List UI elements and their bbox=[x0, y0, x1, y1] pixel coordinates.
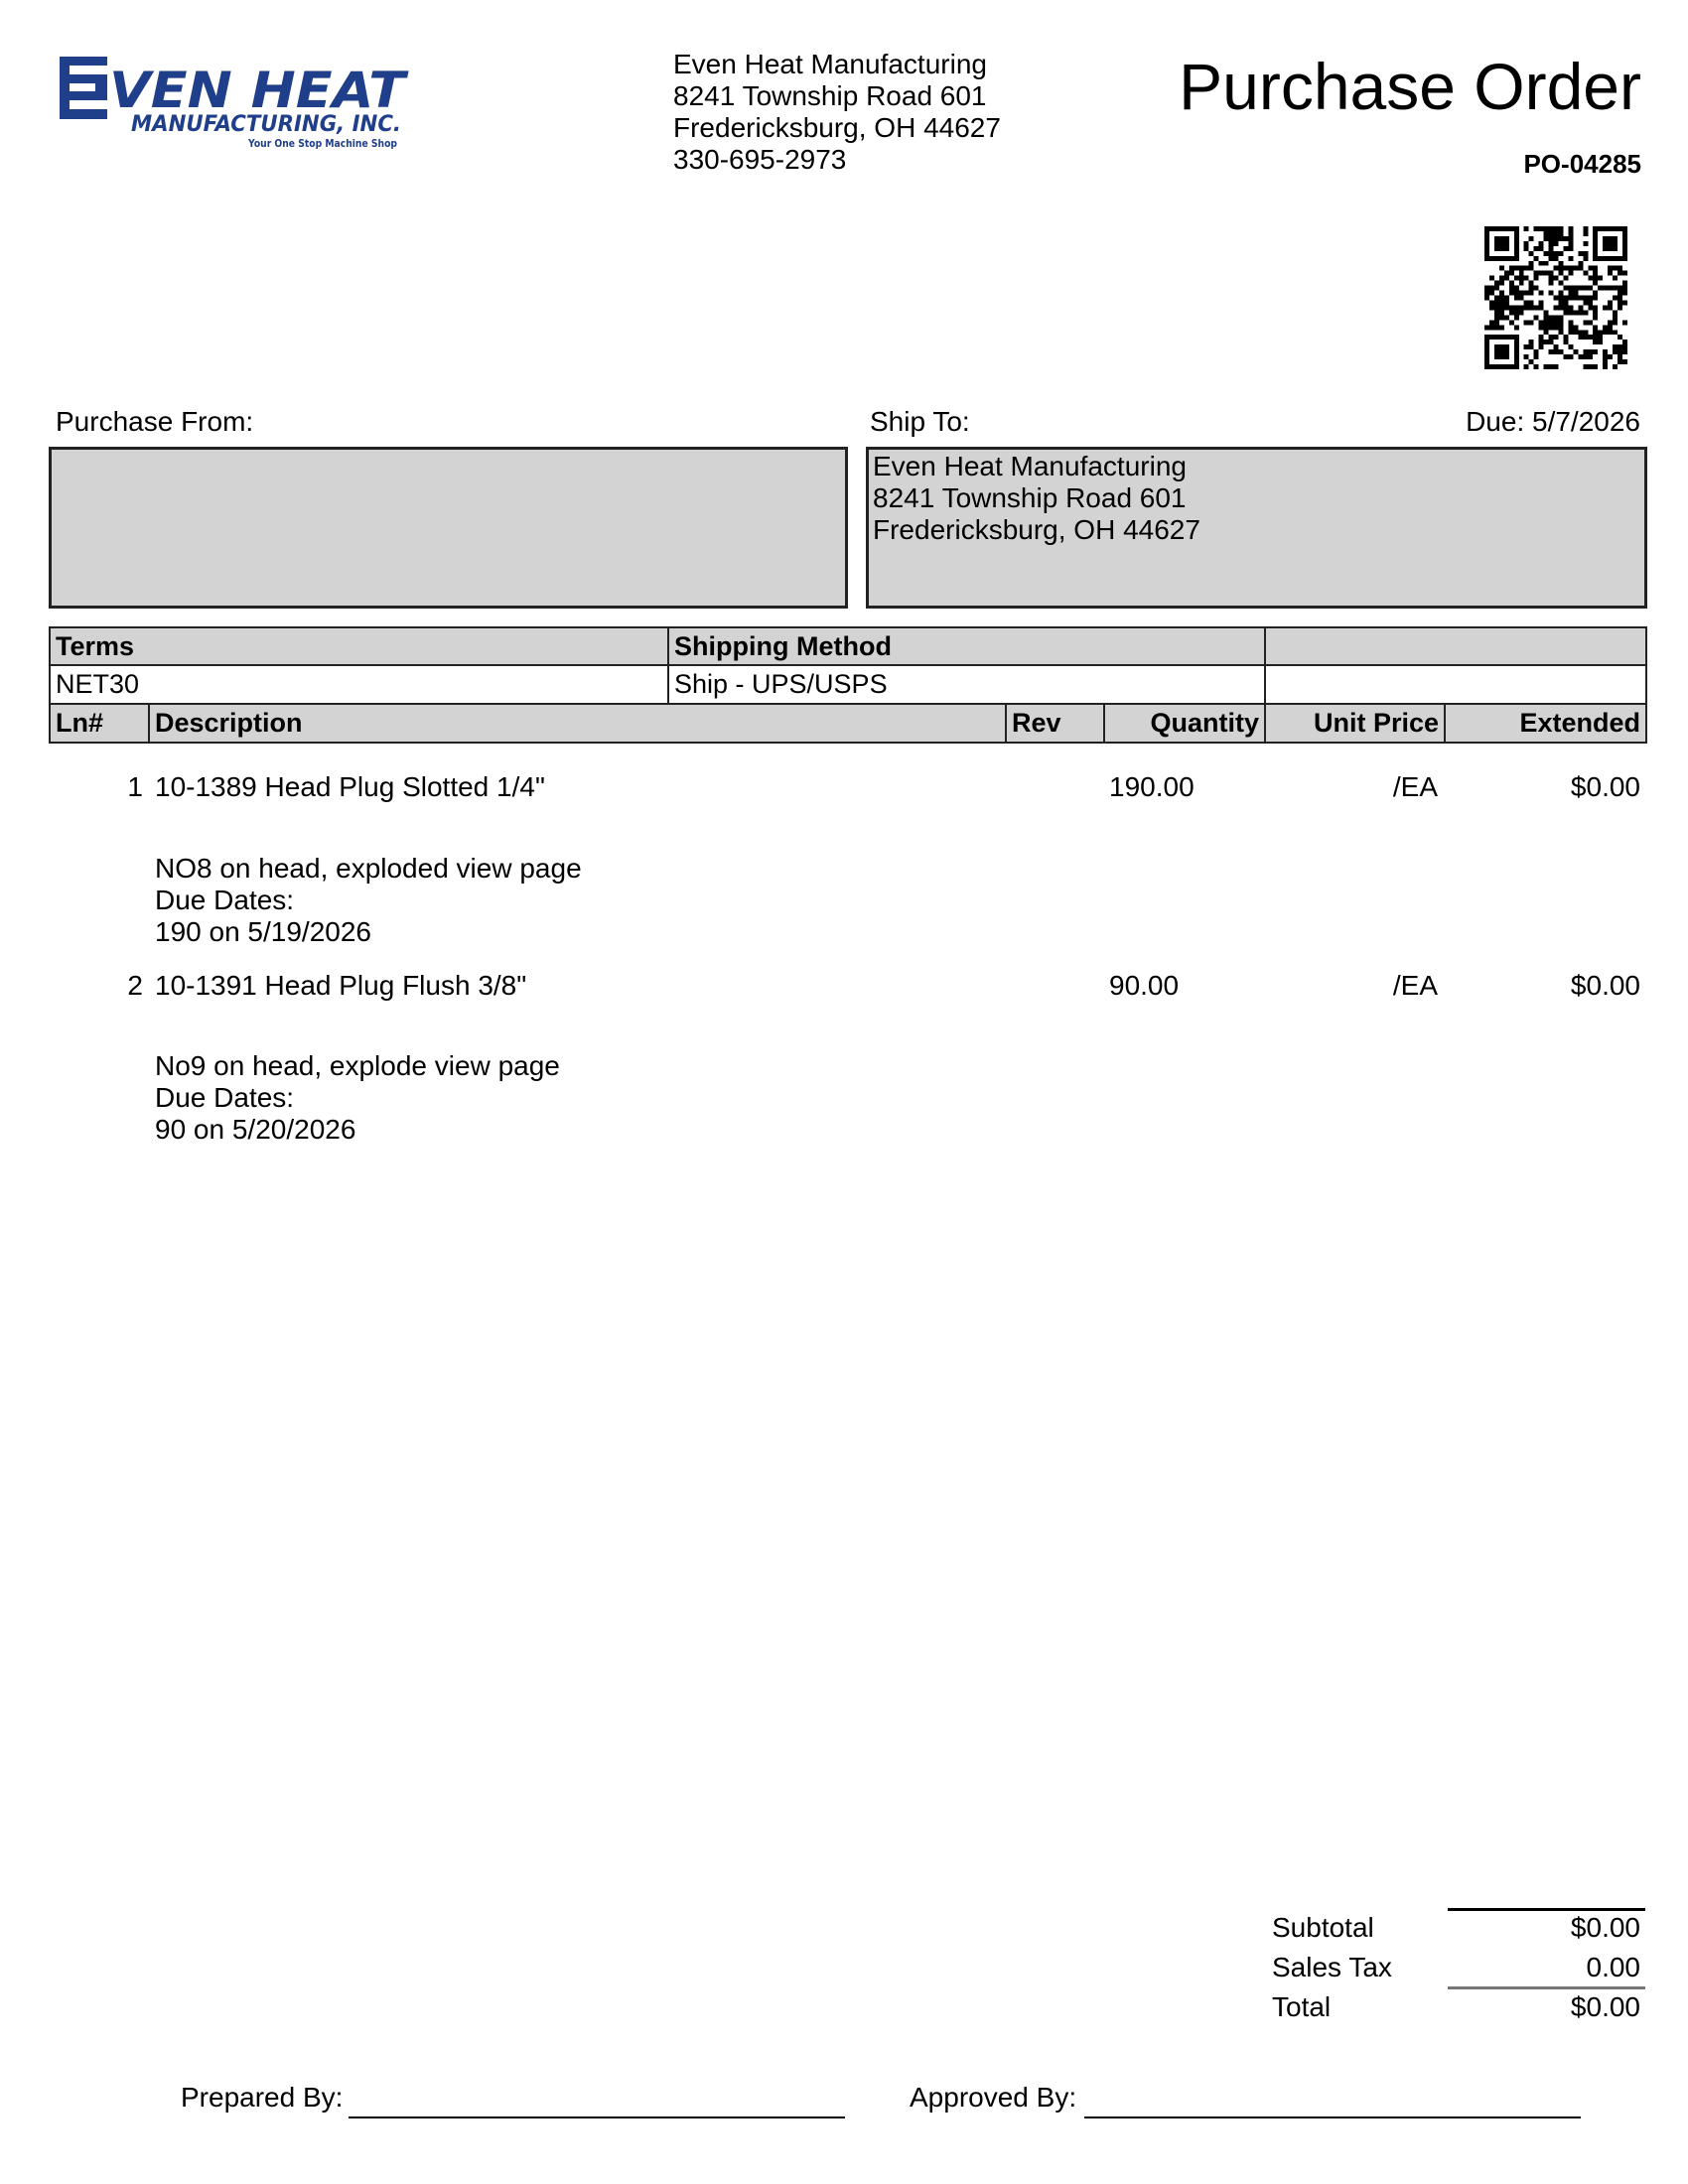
sales-tax-label: Sales Tax bbox=[1272, 1952, 1392, 1982]
po-number: PO-04285 bbox=[1523, 149, 1641, 179]
column-header-rev: Rev bbox=[1005, 703, 1105, 744]
purchase-from-label: Purchase From: bbox=[56, 406, 254, 437]
blank-header-cell bbox=[1264, 626, 1647, 666]
line-description: 10-1391 Head Plug Flush 3/8" bbox=[155, 970, 527, 1001]
purchase-from-box bbox=[49, 447, 848, 609]
line-description: 10-1389 Head Plug Slotted 1/4" bbox=[155, 771, 545, 802]
logo-graphic bbox=[50, 50, 432, 151]
column-header-ln: Ln# bbox=[49, 703, 150, 744]
sales-tax-value: 0.00 bbox=[1586, 1952, 1640, 1982]
line-due-label: Due Dates: bbox=[155, 1082, 295, 1113]
line-unit-price: /EA bbox=[1392, 771, 1438, 802]
company-phone: 330-695-2973 bbox=[673, 144, 847, 175]
terms-value: NET30 bbox=[49, 664, 669, 705]
logo-top-text: VEN HEAT bbox=[109, 62, 410, 119]
line-number: 2 bbox=[127, 970, 143, 1001]
subtotal-label: Subtotal bbox=[1272, 1912, 1374, 1943]
column-header-description: Description bbox=[148, 703, 1007, 744]
document-title: Purchase Order bbox=[1179, 50, 1641, 123]
company-name: Even Heat Manufacturing bbox=[673, 49, 987, 79]
subtotal-value: $0.00 bbox=[1570, 1912, 1640, 1943]
shipping-method-header: Shipping Method bbox=[667, 626, 1266, 666]
line-extended: $0.00 bbox=[1570, 771, 1640, 802]
line-note: No9 on head, explode view page bbox=[155, 1050, 560, 1081]
line-due-detail: 90 on 5/20/2026 bbox=[155, 1114, 356, 1145]
line-extended: $0.00 bbox=[1570, 970, 1640, 1001]
prepared-by-signature-line[interactable] bbox=[349, 2116, 845, 2118]
shipping-method-value: Ship - UPS/USPS bbox=[667, 664, 1266, 705]
total-value: $0.00 bbox=[1570, 1991, 1640, 2022]
subtotal-rule bbox=[1448, 1908, 1645, 1911]
logo-tagline: Your One Stop Machine Shop bbox=[247, 137, 398, 150]
qr-code bbox=[1484, 226, 1627, 369]
column-header-quantity: Quantity bbox=[1103, 703, 1266, 744]
column-header-extended: Extended bbox=[1444, 703, 1647, 744]
ship-to-street: 8241 Township Road 601 bbox=[873, 482, 1187, 513]
line-due-detail: 190 on 5/19/2026 bbox=[155, 916, 371, 947]
total-rule bbox=[1448, 1986, 1645, 1989]
ship-to-label: Ship To: bbox=[870, 406, 970, 437]
ship-to-box bbox=[866, 447, 1647, 609]
company-logo bbox=[50, 50, 432, 151]
line-unit-price: /EA bbox=[1392, 970, 1438, 1001]
prepared-by-label: Prepared By: bbox=[181, 2082, 344, 2113]
approved-by-label: Approved By: bbox=[910, 2082, 1077, 2113]
ship-to-name: Even Heat Manufacturing bbox=[873, 451, 1187, 481]
approved-by-signature-line[interactable] bbox=[1084, 2116, 1581, 2118]
line-quantity: 190.00 bbox=[1109, 771, 1195, 802]
line-quantity: 90.00 bbox=[1109, 970, 1180, 1001]
line-note: NO8 on head, exploded view page bbox=[155, 853, 582, 884]
company-street: 8241 Township Road 601 bbox=[673, 80, 987, 111]
company-city-state-zip: Fredericksburg, OH 44627 bbox=[673, 112, 1001, 143]
line-number: 1 bbox=[127, 771, 143, 802]
terms-header: Terms bbox=[49, 626, 669, 666]
column-header-unit-price: Unit Price bbox=[1264, 703, 1446, 744]
company-address bbox=[673, 49, 1001, 176]
blank-value-cell bbox=[1264, 664, 1647, 705]
line-due-label: Due Dates: bbox=[155, 885, 295, 915]
logo-bottom-text: MANUFACTURING, INC. bbox=[131, 112, 401, 137]
total-label: Total bbox=[1272, 1991, 1332, 2022]
qr-code-graphic bbox=[1484, 226, 1627, 369]
due-date: Due: 5/7/2026 bbox=[1466, 406, 1640, 437]
ship-to-city-state-zip: Fredericksburg, OH 44627 bbox=[873, 514, 1200, 545]
